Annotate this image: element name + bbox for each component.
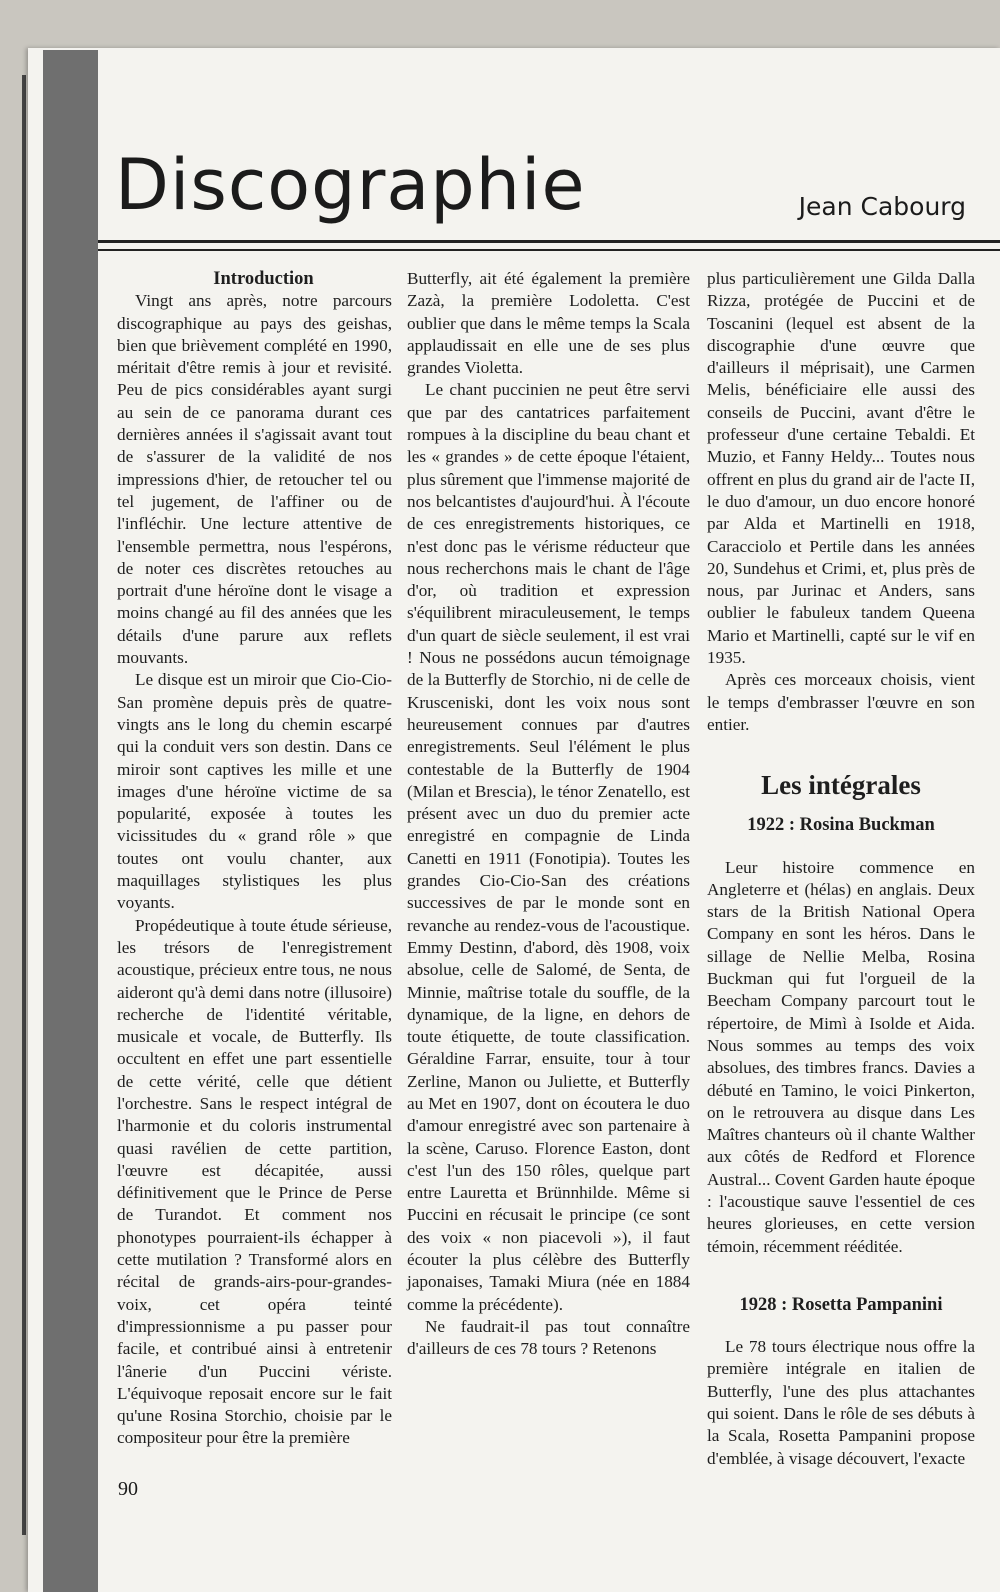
paragraph: Le 78 tours électrique nous offre la première intégrale en italien de Butterfly, l'une des plus attachantes qui soient. Dans le rôle de ses débuts à la Scala, Rosetta Pampanini propose d'emblée, à visage découvert, l'exacte	[707, 1337, 975, 1468]
entry-heading-1928: 1928 : Rosetta Pampanini	[739, 1294, 943, 1315]
paragraph: Vingt ans après, notre parcours discographique au pays des geishas, bien que brièvement complété en 1990, méritait d'être remis à jour et revisité. Peu de pics considérables ayant surgi au sein de ce panorama durant ces dernières années il s'agissait avant tout de s'assurer de la validité de nos impressions d'hier, de retoucher tel ou tel jugement, de l'affiner ou de l'infléchir. Une lecture attentive de l'ensemble permettra, nous l'espérons, de noter ces discrètes retouches au portrait d'une héroïne dont le visage a moins changé au fil des années que les détails d'une parure aux reflets mouvants.	[117, 291, 392, 668]
paragraph: Le disque est un miroir que Cio-Cio-San promène depuis près de quatre-vingts ans le long du chemin escarpé qui la conduit vers son destin. Dans ce miroir sont captives les mille et une images d'une héroïne victime de sa popularité, exposée à toutes les vicissitudes du « grand rôle » que toutes ont voulu chanter, aux maquillages stylistiques les plus voyants.	[117, 670, 392, 913]
author-name: Jean Cabourg	[798, 192, 966, 221]
section-heading-integrales: Les intégrales	[761, 770, 921, 801]
page-edge-line	[22, 75, 26, 1535]
page-title: Discographie	[115, 144, 586, 226]
entry-heading-1922: 1922 : Rosina Buckman	[747, 815, 935, 836]
paragraph: Ne faudrait-il pas tout connaître d'ailleurs de ces 78 tours ? Retenons	[407, 1316, 690, 1359]
paragraph: Butterfly, ait été également la première Zazà, la première Lodoletta. C'est oublier que dans le même temps la Scala applaudissait en elle une de ses plus grandes Violetta.	[407, 269, 690, 378]
paragraph: Le chant puccinien ne peut être servi que par des cantatrices parfaitement rompues à la discipline du beau chant et les « grandes » de cette époque l'étaient, plus sûrement que l'immense majorité de nos belcantistes d'aujourd'hui. À l'écoute de ces enregistrements historiques, ce n'est donc pas le vérisme réducteur que nous recherchons mais le chant de l'âge d'or, où tradition et expression s'équilibrent miraculeusement, le temps d'un quart de siècle seulement, il est vrai ! Nous ne possédons aucun témoignage de la Butterfly de Storchio, ni de celle de Krusceniski, dont les voix nous sont heureusement connues par d'autres enregistrements. Seul l'élément le plus contestable de la Butterfly de 1904 (Milan et Brescia), le ténor Zenatello, est présent avec un duo du premier acte enregistré en compagnie de Linda Canetti en 1911 (Fonotipia). Toutes les grandes Cio-Cio-San des créations successives de par le monde sont en revanche au rendez-vous de l'acoustique. Emmy Destinn, d'abord, dès 1908, voix absolue, celle de Salomé, de Senta, de Minnie, maîtrise totale du souffle, de la dynamique, de la ligne, en dehors de toute étiquette, de toute classification. Géraldine Farrar, ensuite, tour à tour Zerline, Manon ou Juliette, et Butterfly au Met en 1907, dont on écoutera le duo d'amour enregistré avec son partenaire à la scène, Caruso. Florence Easton, dont c'est l'un des 150 rôles, quelque part entre Lauretta et Brünnhilde. Même si Puccini en récusait le principe (ce sont des voix « non piacevoli »), il faut écouter la plus célèbre des Butterfly japonaises, Tamaki Miura (née en 1884 comme la précédente).	[407, 380, 690, 1314]
page-number: 90	[118, 1478, 138, 1500]
side-decorative-bar	[43, 50, 98, 1592]
paragraph: plus particulièrement une Gilda Dalla Rizza, protégée de Puccini et de Toscanini (lequel est absent de la discographie d'une œuvre que d'ailleurs il méprisait), une Carmen Melis, bénéficiaire elle aussi des conseils de Puccini, avant d'être le professeur d'une certaine Tebaldi. Et Muzio, et Fanny Heldy... Toutes nous offrent en plus du grand air de l'acte II, le duo d'amour, un duo encore honoré par Alda et Martinelli en 1918, Caracciolo et Pertile dans les années 20, Sundehus et Crimi, et, plus près de nous, par Jurinac et Anders, sans oublier le fabuleux tandem Queena Mario et Martinelli, capté sur le vif en 1935.	[707, 269, 975, 668]
paragraph: Propédeutique à toute étude sérieuse, les trésors de l'enregistrement acoustique, précieux entre tous, ne nous aideront qu'à demi dans notre (illusoire) recherche de l'identité véritable, musicale et vocale, de Butterfly. Ils occultent en effet une part essentielle de cette vérité, celle que détient l'orchestre. Sans le respect intégral de l'harmonie et du coloris instrumental quasi ravélien de cette partition, l'œuvre est décapitée, aussi définitivement que le Prince de Perse de Turandot. Et comment nos phonotypes pourraient-ils échapper à cette mutilation ? Transformé alors en récital de grands-airs-pour-grandes-voix, cet opéra teinté d'impressionnisme a pu passer pour facile, et contribué ainsi à entretenir l'ânerie d'un Puccini vériste. L'équivoque reposait encore sur le fait qu'une Rosina Storchio, choisie par le compositeur pour être la première	[117, 915, 392, 1448]
text-column-1	[117, 268, 392, 1450]
header-rule-bottom	[98, 249, 1000, 251]
text-column-3	[707, 268, 975, 1470]
paragraph: Après ces morceaux choisis, vient le temps d'embrasser l'œuvre en son entier.	[707, 670, 975, 734]
section-heading-introduction: Introduction	[213, 269, 314, 289]
paragraph: Leur histoire commence en Angleterre et (hélas) en anglais. Deux stars de la British National Opera Company en sont les héros. Dans le sillage de Nellie Melba, Rosina Buckman qui fut l'orgueil de la Beecham Company parcourt tout le répertoire, de Mimì à Isolde et Aida. Nous sommes au temps des voix absolues, des timbres francs. Davies a débuté en Tamino, le voici Pinkerton, on le retrouvera au disque dans Les Maîtres chanteurs où il chante Walther aux côtés de Redford et Florence Austral... Covent Garden haute époque : l'acoustique sauve l'essentiel de ces heures glorieuses, en cette version témoin, récemment rééditée.	[707, 857, 975, 1256]
text-column-2	[407, 268, 690, 1361]
header-rule-top	[98, 240, 1000, 243]
